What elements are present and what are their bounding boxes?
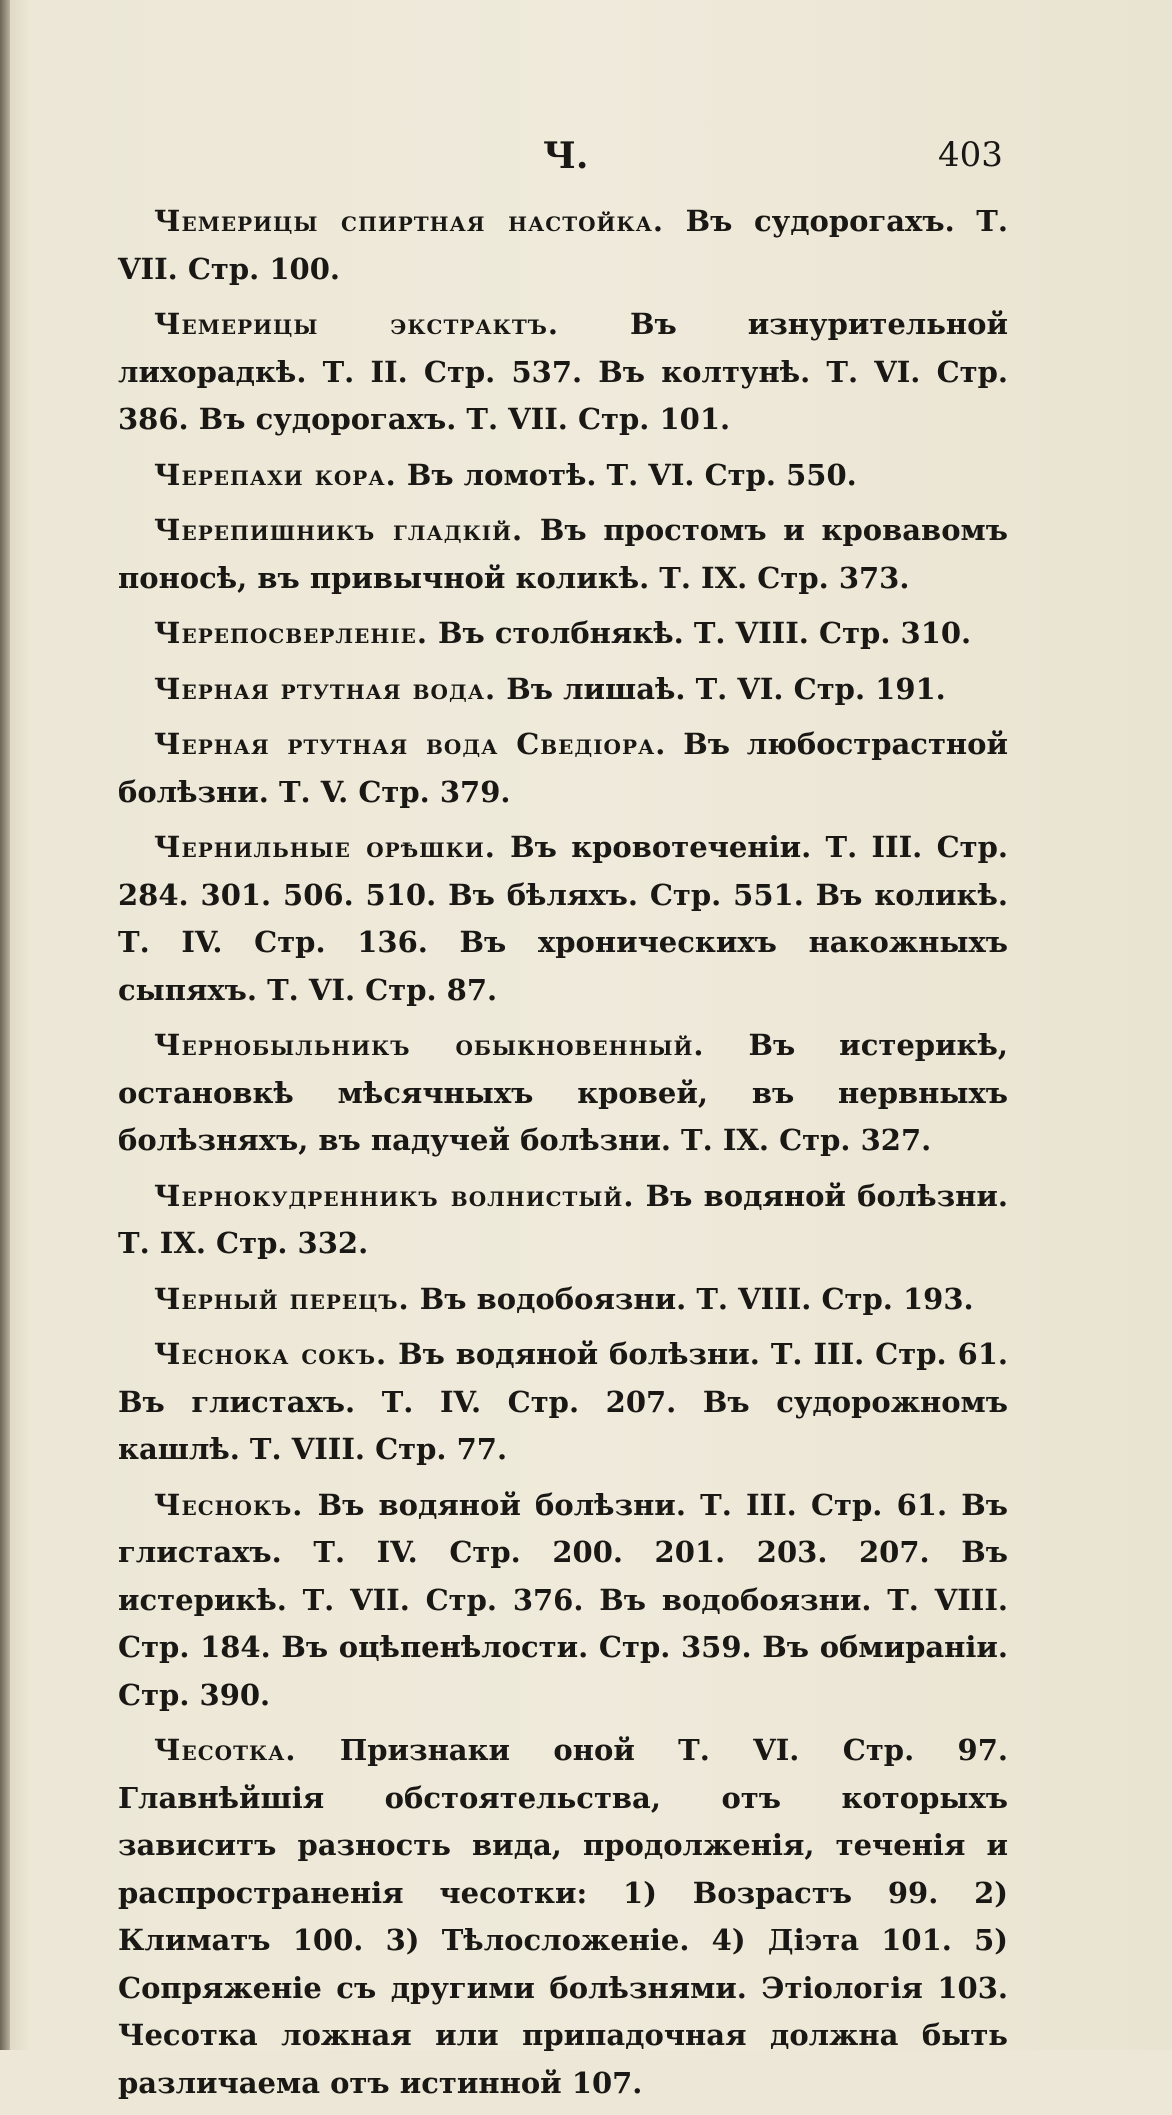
entry-text: Въ водяной болѣзни. Т. III. Стр. 61. Въ глистахъ. Т. IV. Стр. 207. Въ судорожномъ кашлѣ. Т. VIII. Стр. 77. bbox=[118, 1337, 1008, 1466]
entry-head: Чернильные орѣшки. bbox=[154, 830, 496, 864]
entry-text: Въ истерикѣ, остановкѣ мѣсячныхъ кровей, въ нервныхъ болѣзняхъ, въ падучей болѣзни. Т. IX. Стр. 327. bbox=[118, 1028, 1008, 1157]
section-letter: Ч. bbox=[543, 135, 589, 177]
entry-head: Черепосверленіе. bbox=[154, 616, 428, 650]
index-entry bbox=[118, 301, 1008, 444]
entry-head: Черный перецъ. bbox=[154, 1281, 410, 1316]
index-entry bbox=[118, 1482, 1008, 1720]
entry-head: Черепахи кора. bbox=[154, 457, 397, 492]
entry-head: Чемерицы экстрактъ. bbox=[154, 307, 559, 341]
entry-head: Чернобыльникъ обыкновенный. bbox=[154, 1028, 705, 1062]
index-entry bbox=[118, 824, 1008, 1014]
entry-text: Въ водяной болѣзни. Т. III. Стр. 61. Въ глистахъ. Т. IV. Стр. 200. 201. 203. 207. Въ истерикѣ. Т. VII. Стр. 376. Въ водобоязни. Т. VIII. Стр. 184. Въ оцѣпенѣлости. Стр. 359. Въ обмираніи. Стр. 390. bbox=[118, 1487, 1008, 1712]
entry-text: Въ любострастной болѣзни. Т. V. Стр. 379. bbox=[118, 727, 1008, 809]
index-entries bbox=[118, 198, 1008, 2115]
index-entry bbox=[118, 1727, 1008, 2107]
entry-head: Чернокудренникъ волнистый. bbox=[154, 1178, 635, 1213]
index-entry bbox=[118, 1173, 1008, 1268]
index-entry bbox=[118, 721, 1008, 816]
entry-head: Чемерицы спиртная настойка. bbox=[154, 204, 664, 238]
entry-head: Чеснока сокъ. bbox=[154, 1337, 388, 1371]
entry-text: Въ ломотѣ. Т. VI. Стр. 550. bbox=[396, 457, 857, 492]
entry-text: Въ водяной болѣзни. Т. IX. Стр. 332. bbox=[118, 1178, 1009, 1260]
entry-text: Въ простомъ и кровавомъ поносѣ, въ привычной коликѣ. Т. IX. Стр. 373. bbox=[118, 513, 1008, 595]
entry-head: Черепишникъ гладкій. bbox=[154, 513, 524, 547]
entry-head: Чесотка. bbox=[154, 1733, 297, 1767]
book-spine-shadow bbox=[0, 0, 10, 2050]
index-entry bbox=[118, 610, 1008, 658]
entry-text: Въ водобоязни. Т. VIII. Стр. 193. bbox=[409, 1281, 974, 1316]
page-number: 403 bbox=[938, 135, 1003, 175]
entry-text: Въ судорогахъ. Т. VII. Стр. 100. bbox=[118, 204, 1008, 286]
index-entry bbox=[118, 452, 1008, 500]
entry-text: Въ изнурительной лихорадкѣ. Т. II. Стр. 537. Въ колтунѣ. Т. VI. Стр. 386. Въ судорогахъ. Т. VII. Стр. 101. bbox=[118, 307, 1009, 436]
entry-head: Черная ртутная вода. bbox=[154, 671, 497, 706]
index-entry bbox=[118, 1022, 1008, 1165]
entry-text: Въ столбнякѣ. Т. VIII. Стр. 310. bbox=[427, 616, 972, 650]
entry-text: Признаки оной Т. VI. Стр. 97. Главнѣйшія обстоятельства, отъ которыхъ зависитъ разность вида, продолженія, теченія и распространенія чесотки: 1) Возрастъ 99. 2) Климатъ 100. 3) Тѣлосложеніе. 4) Діэта 101. 5) Сопряженіе съ другими болѣзнями. Этіологія 103. Чесотка ложная или припадочная должна быть различаема отъ истинной 107. bbox=[118, 1733, 1008, 2100]
index-entry bbox=[118, 507, 1008, 602]
index-entry bbox=[118, 198, 1008, 293]
entry-head: Чеснокъ. bbox=[154, 1487, 304, 1522]
index-entry bbox=[118, 666, 1008, 714]
entry-text: Въ кровотеченіи. Т. III. Стр. 284. 301. 506. 510. Въ бѣляхъ. Стр. 551. Въ коликѣ. Т. IV. Стр. 136. Въ хроническихъ накожныхъ сыпяхъ. Т. VI. Стр. 87. bbox=[118, 830, 1008, 1007]
page-header bbox=[0, 135, 1172, 185]
index-entry bbox=[118, 1331, 1008, 1474]
entry-head: Черная ртутная вода Сведіора. bbox=[154, 727, 667, 761]
index-entry bbox=[118, 1276, 1008, 1324]
entry-text: Въ лишаѣ. Т. VI. Стр. 191. bbox=[496, 671, 946, 706]
